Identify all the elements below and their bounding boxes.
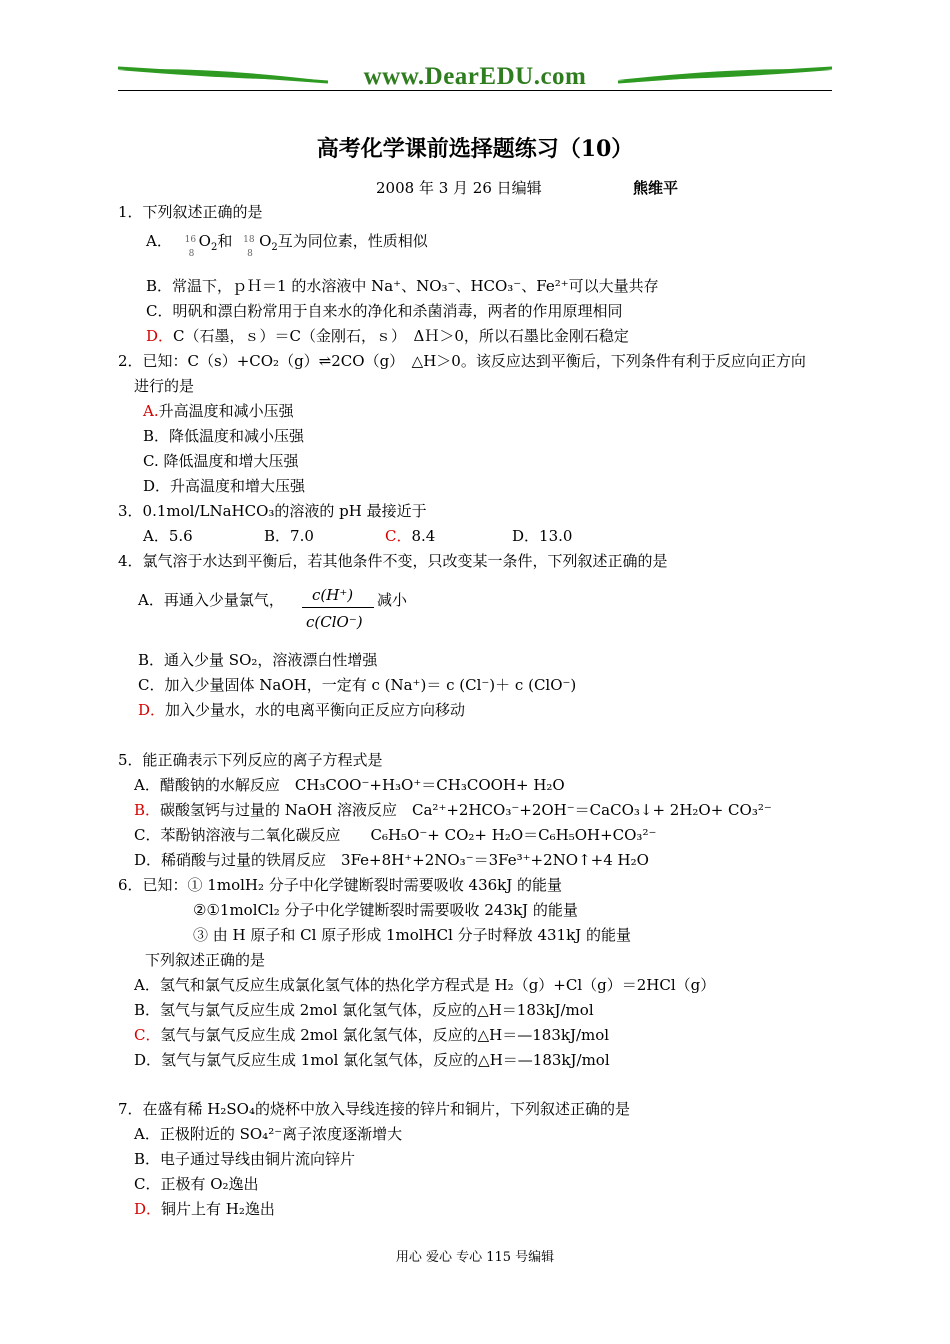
author-name: 熊维平 [633, 179, 679, 197]
q1-option-c: C．明矾和漂白粉常用于自来水的净化和杀菌消毒，两者的作用原理相同 [146, 302, 623, 320]
header-divider [118, 90, 832, 91]
q6-option-c: C．氢气与氯气反应生成 2mol 氯化氢气体，反应的△H＝—183kJ/mol [134, 1026, 610, 1044]
q3-option-d: D．13.0 [512, 527, 573, 545]
q5-option-a: A．醋酸钠的水解反应 CH₃COO⁻+H₃O⁺＝CH₃COOH+ H₂O [134, 776, 565, 794]
q7-option-a: A．正极附近的 SO₄²⁻离子浓度逐渐增大 [134, 1125, 403, 1143]
q2-stem-line1: 2．已知：C（s）+CO₂（g）⇌2CO（g） △H＞0。该反应达到平衡后，下列条件有利于反应向正方向 [118, 352, 806, 370]
fraction-numerator: c(H⁺) [312, 586, 354, 604]
q4-stem: 4．氯气溶于水达到平衡后，若其他条件不变，只改变某一条件，下列叙述正确的是 [118, 552, 668, 570]
edit-date: 2008 年 3 月 26 日编辑 [376, 179, 542, 197]
answer-letter: C． [385, 527, 412, 545]
answer-letter: B． [134, 801, 161, 819]
q2-stem-line2: 进行的是 [134, 377, 195, 395]
q6-stem: 6．已知：① 1molH₂ 分子中化学键断裂时需要吸收 436kJ 的能量 [118, 876, 563, 894]
answer-letter: D． [134, 1200, 162, 1218]
q6-condition-3: ③ 由 H 原子和 Cl 原子形成 1molHCl 分子时释放 431kJ 的能量 [193, 926, 631, 944]
q7-option-b: B．电子通过导线由铜片流向锌片 [134, 1150, 356, 1168]
q1-a-prefix: A． [146, 232, 172, 250]
q5-option-d: D．稀硝酸与过量的铁屑反应 3Fe+8H⁺+2NO₃⁻＝3Fe³⁺+2NO↑+4 H₂O [134, 851, 649, 869]
q2-option-a: A.升高温度和减小压强 [143, 402, 294, 420]
page-title: 高考化学课前选择题练习（10） [316, 136, 634, 162]
q7-option-d: D．铜片上有 H₂逸出 [134, 1200, 275, 1218]
q1-option-d: D．C（石墨，ｓ）＝C（金刚石，ｓ） ΔＨ＞0，所以石墨比金刚石稳定 [146, 327, 629, 345]
q1-option-b: B．常温下，ｐＨ＝1 的水溶液中 Na⁺、NO₃⁻、HCO₃⁻、Fe²⁺可以大量共存 [146, 277, 659, 295]
q4-option-c: C．加入少量固体 NaOH，一定有 c (Na⁺)＝ c (Cl⁻)＋ c (ClO⁻) [138, 676, 577, 694]
q6-option-d: D．氢气与氯气反应生成 1mol 氯化氢气体，反应的△H＝—183kJ/mol [134, 1051, 610, 1069]
q7-stem: 7．在盛有稀 H₂SO₄的烧杯中放入导线连接的锌片和铜片，下列叙述正确的是 [118, 1100, 630, 1118]
q6-condition-2: ②①1molCl₂ 分子中化学键断裂时需要吸收 243kJ 的能量 [193, 901, 578, 919]
q3-stem: 3．0.1mol/LNaHCO₃的溶液的 pH 最接近于 [118, 502, 427, 520]
q5-option-b: B．碳酸氢钙与过量的 NaOH 溶液反应 Ca²⁺+2HCO₃⁻+2OH⁻＝CaCO₃↓+ 2H₂O+ CO₃²⁻ [134, 801, 772, 819]
q6-ask: 下列叙述正确的是 [145, 951, 266, 969]
answer-letter: A. [143, 402, 159, 420]
fraction-bar [302, 607, 374, 608]
isotope-o16: 16 8 [184, 235, 197, 259]
q1-option-a: A． 16 8 $O_2$和 18 8 $O_2$互为同位素，性质相似 [146, 228, 428, 258]
q6-option-b: B．氢气与氯气反应生成 2mol 氯化氢气体，反应的△H＝183kJ/mol [134, 1001, 594, 1019]
q6-option-a: A．氢气和氯气反应生成氯化氢气体的热化学方程式是 H₂（g）+Cl（g）＝2HCl（g） [134, 976, 716, 994]
q3-option-c: C．8.4 [385, 527, 436, 545]
site-url: www.DearEDU.com [363, 63, 587, 90]
q3-option-a: A．5.6 [143, 527, 193, 545]
q2-option-d: D．升高温度和增大压强 [143, 477, 306, 495]
q2-option-c: C. 降低温度和增大压强 [143, 452, 299, 470]
answer-letter: C． [134, 1026, 161, 1044]
q4-option-a-prefix: A．再通入少量氯气， [138, 591, 284, 609]
q3-option-b: B．7.0 [264, 527, 314, 545]
isotope-o18: 18 8 [243, 235, 255, 259]
answer-letter: D． [146, 327, 174, 345]
answer-letter: D． [138, 701, 166, 719]
q7-option-c: C．正极有 O₂逸出 [134, 1175, 259, 1193]
q1-stem: 1．下列叙述正确的是 [118, 203, 263, 221]
q4-option-b: B．通入少量 SO₂，溶液漂白性增强 [138, 651, 378, 669]
q5-stem: 5．能正确表示下列反应的离子方程式是 [118, 751, 383, 769]
q2-option-b: B．降低温度和减小压强 [143, 427, 305, 445]
q4-option-d: D．加入少量水，水的电离平衡向正反应方向移动 [138, 701, 466, 719]
q5-option-c: C．苯酚钠溶液与二氧化碳反应 C₆H₅O⁻+ CO₂+ H₂O＝C₆H₅OH+CO₃²⁻ [134, 826, 657, 844]
fraction-denominator: c(ClO⁻) [306, 613, 363, 631]
site-banner [118, 62, 832, 92]
q4-option-a-suffix: 减小 [377, 591, 408, 609]
page-footer: 用心 爱心 专心 115 号编辑 [395, 1250, 555, 1265]
